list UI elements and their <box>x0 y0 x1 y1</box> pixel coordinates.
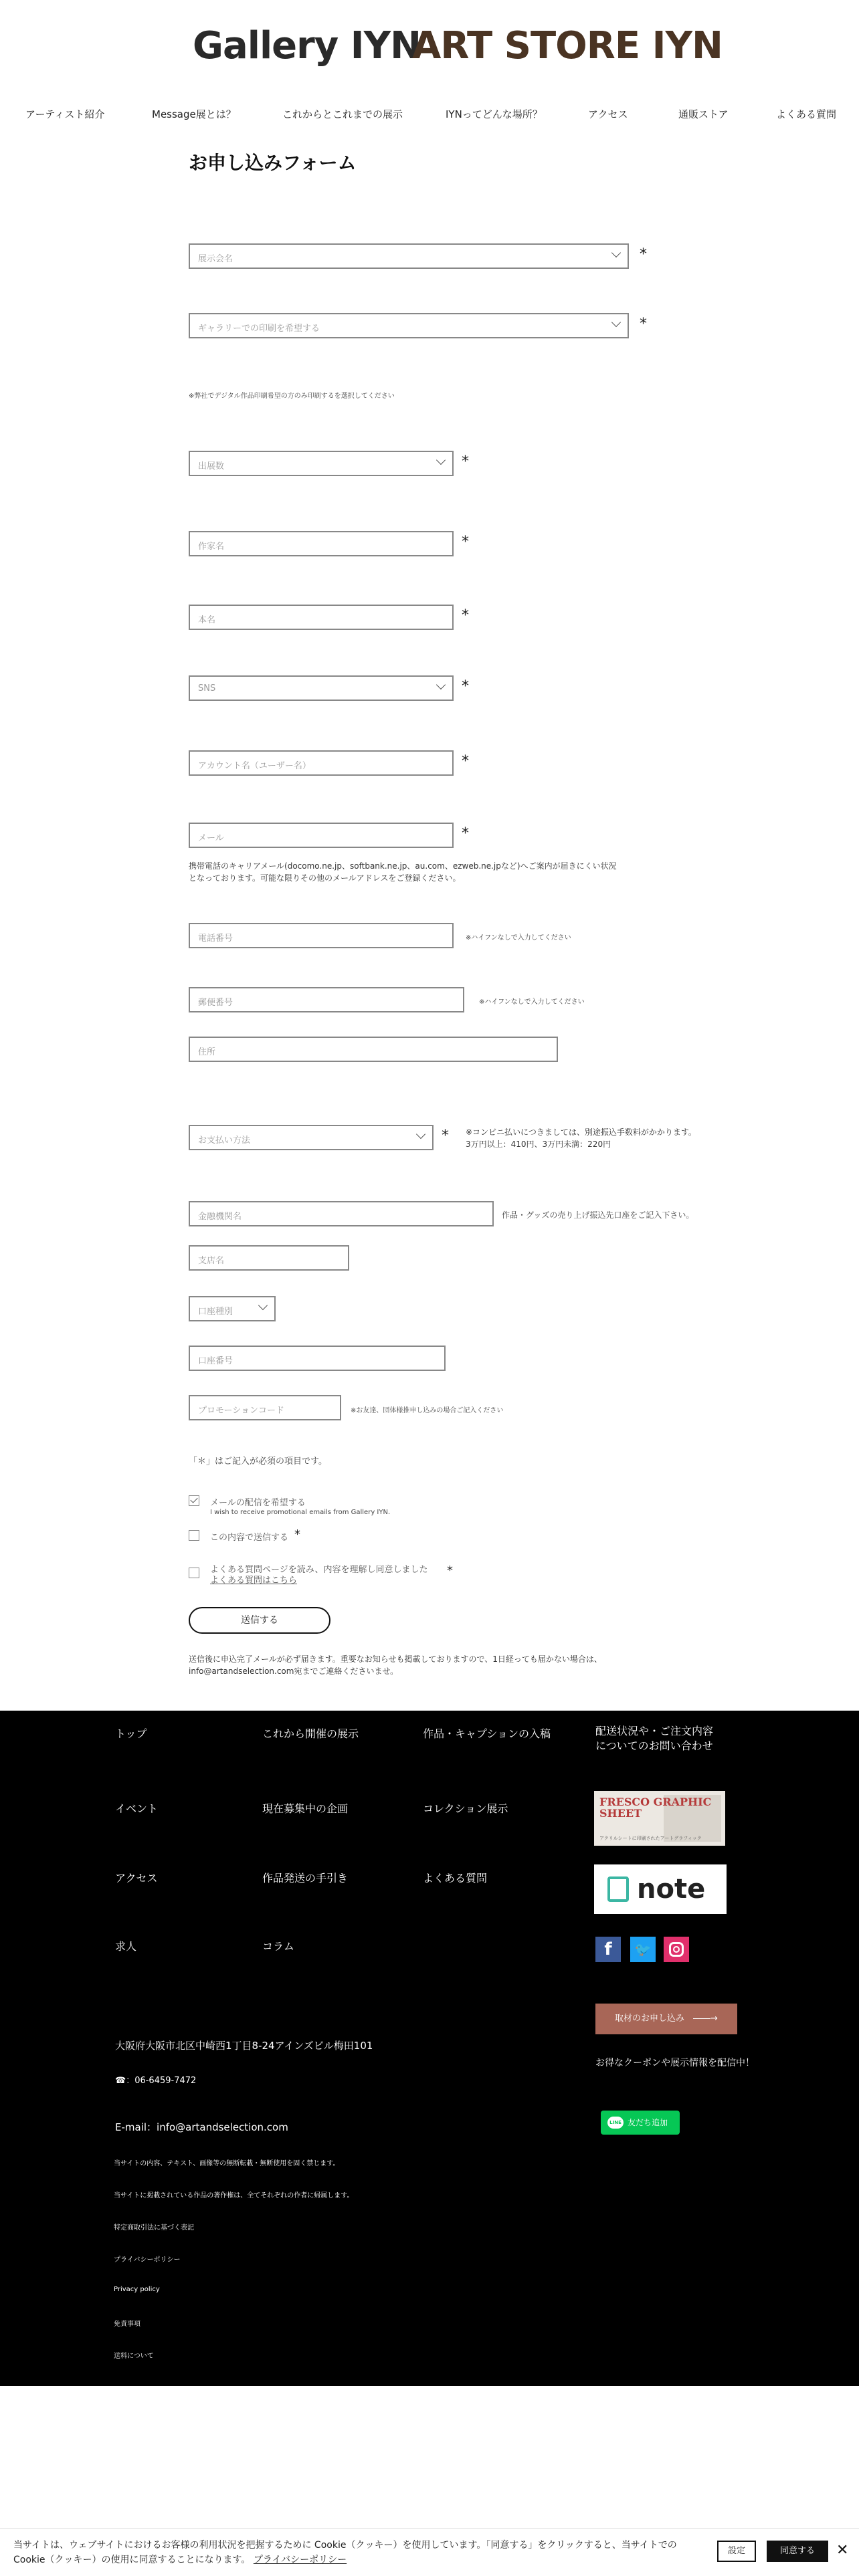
email-input[interactable] <box>189 823 454 848</box>
required-mark: * <box>462 825 469 842</box>
faq-agree-checkbox[interactable] <box>189 1568 199 1578</box>
footer-link-top[interactable]: トップ <box>115 1727 147 1740</box>
exhibition-select-placeholder: 展示会名 <box>198 254 233 264</box>
required-mark: * <box>442 1128 449 1144</box>
artist-name-placeholder: 作家名 <box>198 542 225 552</box>
bank-name-placeholder: 金融機関名 <box>198 1212 242 1222</box>
zip-input[interactable] <box>189 987 464 1012</box>
nav-store[interactable]: 通販ストア <box>678 108 729 120</box>
cookie-text: 当サイトは、ウェブサイトにおけるお客様の利用状況を把握するために Cookie（クッキー）を使用しています。「同意する」をクリックすると、当サイトでの Cookie（クッキー）の使用に同意することになります。 <box>13 2540 677 2565</box>
copyright-note-1: 当サイトの内容、テキスト、画像等の無断転載・無断使用を固く禁じます。 <box>114 2160 340 2167</box>
chevron-down-icon <box>611 248 621 257</box>
gallery-print-placeholder: ギャラリーでの印刷を希望する <box>198 324 320 334</box>
legal-link-privacy-ja[interactable]: プライバシーポリシー <box>114 2256 181 2264</box>
real-name-placeholder: 本名 <box>198 615 216 625</box>
required-note: 「＊」はご記入が必須の項目です。 <box>189 1457 327 1467</box>
footer-phone: ☎：06-6459-7472 <box>115 2076 197 2086</box>
cookie-banner <box>0 2528 859 2576</box>
instagram-icon[interactable] <box>664 1937 689 1962</box>
promo-code-placeholder: プロモーションコード <box>198 1406 284 1416</box>
nav-faq[interactable]: よくある質問 <box>776 108 837 120</box>
chevron-down-icon <box>416 1130 425 1139</box>
banner-title: FRESCO GRAPHIC SHEET <box>599 1796 712 1820</box>
gallery-print-select[interactable] <box>189 313 629 338</box>
required-mark: * <box>462 534 469 550</box>
account-number-input[interactable] <box>189 1346 446 1371</box>
payment-note: ※コンビニ払いにつきましては、別途振込手数料がかかります。3万円以上：410円、3万円未満：220円 <box>466 1128 696 1149</box>
chevron-down-icon <box>436 455 446 465</box>
close-icon[interactable]: ✕ <box>836 2542 849 2559</box>
newsletter-checkbox[interactable] <box>189 1495 199 1506</box>
exhibition-select[interactable] <box>189 243 629 269</box>
footer-link-access[interactable]: アクセス <box>115 1872 158 1885</box>
line-icon: LINE <box>607 2117 624 2129</box>
nav-message[interactable]: Message展とは？ <box>152 108 236 120</box>
newsletter-sub: I wish to receive promotional emails from Gallery IYN. <box>210 1509 391 1516</box>
twitter-icon[interactable]: 🐦 <box>630 1937 656 1962</box>
required-mark: * <box>462 607 469 624</box>
promo-code-input[interactable] <box>189 1395 341 1420</box>
copyright-note-2: 当サイトに掲載されている作品の著作権は、全てそれぞれの作者に帰属します。 <box>114 2192 354 2199</box>
footer-link-column[interactable]: コラム <box>262 1940 294 1953</box>
footer-link-faq[interactable]: よくある質問 <box>423 1872 488 1885</box>
artist-name-input[interactable] <box>189 531 454 556</box>
chevron-down-icon <box>258 1301 268 1310</box>
sns-select-placeholder: SNS <box>198 683 216 693</box>
privacy-policy-link[interactable]: プライバシーポリシー <box>253 2555 347 2565</box>
phone-placeholder: 電話番号 <box>198 934 233 944</box>
cookie-settings-button[interactable]: 設定 <box>717 2541 756 2562</box>
real-name-input[interactable] <box>189 605 454 630</box>
cookie-text-block <box>13 2538 696 2567</box>
account-type-select[interactable] <box>189 1296 276 1321</box>
legal-link-tokushoho[interactable]: 特定商取引法に基づく表記 <box>114 2224 194 2232</box>
nav-access[interactable]: アクセス <box>588 108 628 120</box>
account-type-placeholder: 口座種別 <box>198 1307 233 1317</box>
required-mark: * <box>447 1564 453 1578</box>
footer-link-shipping-guide[interactable]: 作品発送の手引き <box>262 1872 349 1885</box>
newsletter-label: メールの配信を希望する <box>210 1498 306 1508</box>
promo-note: ※お友達、団体様推申し込みの場合ご記入ください <box>351 1407 504 1414</box>
zip-placeholder: 郵便番号 <box>198 998 233 1008</box>
fresco-graphic-banner[interactable] <box>594 1791 725 1846</box>
footer-address: 大阪府大阪市北区中崎西1丁目8-24アインズビル梅田101 <box>115 2040 373 2052</box>
note-logo-text: note <box>637 1874 706 1905</box>
chevron-down-icon <box>611 318 621 327</box>
zip-note: ※ハイフンなしで入力してください <box>479 998 585 1006</box>
payment-select-placeholder: お支払い方法 <box>198 1136 251 1146</box>
required-mark: * <box>462 678 469 695</box>
footer-link-recruiting[interactable]: 現在募集中の企画 <box>262 1802 349 1815</box>
branch-name-input[interactable] <box>189 1245 349 1271</box>
email-note: 携帯電話のキャリアメール(docomo.ne.jp、softbank.ne.jp、au.com、ezweb.ne.jpなど)へご案内が届きにくい状況となっております。可能な限りその他のメールアドレスをご登録ください。 <box>189 861 617 883</box>
send-content-label: この内容で送信する <box>210 1533 289 1543</box>
chevron-down-icon <box>436 680 446 689</box>
legal-link-privacy-en[interactable]: Privacy policy <box>114 2286 160 2293</box>
interview-apply-button[interactable]: 取材のお申し込み ――→ <box>595 2004 737 2034</box>
required-mark: * <box>462 453 469 470</box>
legal-link-disclaimer[interactable]: 免責事項 <box>114 2321 140 2328</box>
phone-input[interactable] <box>189 923 454 948</box>
sns-select[interactable] <box>189 675 454 701</box>
page-title: お申し込みフォーム <box>189 152 357 174</box>
footer-link-collection[interactable]: コレクション展示 <box>423 1802 508 1815</box>
cookie-agree-button[interactable]: 同意する <box>767 2541 828 2562</box>
count-select-placeholder: 出展数 <box>198 461 225 471</box>
main-nav <box>0 102 859 126</box>
required-mark: * <box>640 316 647 332</box>
nav-exhibitions[interactable]: これからとこれまでの展示 <box>282 108 403 120</box>
email-placeholder: メール <box>198 833 224 843</box>
gallery-iyn-logo[interactable]: Gallery IYN <box>193 24 421 68</box>
account-name-placeholder: アカウント名（ユーザー名） <box>198 761 311 771</box>
line-add-friend-button[interactable] <box>601 2111 680 2135</box>
required-mark: * <box>294 1527 300 1541</box>
payment-select[interactable] <box>189 1125 434 1150</box>
bank-name-input[interactable] <box>189 1201 494 1226</box>
required-mark: * <box>640 246 647 263</box>
contact-title-line-2[interactable]: についてのお問い合わせ <box>595 1739 713 1752</box>
account-number-placeholder: 口座番号 <box>198 1356 233 1366</box>
footer-link-upcoming[interactable]: これから開催の展示 <box>262 1727 359 1740</box>
nav-artists[interactable]: アーティスト紹介 <box>25 108 105 120</box>
phone-note: ※ハイフンなしで入力してください <box>466 934 571 942</box>
count-select[interactable] <box>189 451 454 476</box>
send-content-checkbox[interactable] <box>189 1530 199 1541</box>
footer-link-event[interactable]: イベント <box>115 1802 159 1815</box>
address-input[interactable] <box>189 1037 558 1062</box>
footer-link-submission[interactable]: 作品・キャプションの入稿 <box>423 1727 551 1740</box>
banner-caption: アクリルシートに印刷されたアートグラフィック <box>599 1836 702 1841</box>
submit-button[interactable]: 送信する <box>189 1607 330 1634</box>
gallery-print-note: ※弊社でデジタル作品印刷希望の方のみ印刷するを選択してください <box>189 393 395 400</box>
footer-email[interactable]: E-mail：info@artandselection.com <box>115 2121 288 2133</box>
art-store-iyn-logo[interactable]: ART STORE IYN <box>412 24 723 68</box>
footer-link-jobs[interactable]: 求人 <box>115 1940 137 1953</box>
contact-title-line-1[interactable]: 配送状況や・ご注文内容 <box>595 1725 714 1737</box>
facebook-icon[interactable]: f <box>595 1937 621 1962</box>
note-icon <box>607 1876 629 1902</box>
coupon-text: お得なクーポンや展示情報を配信中！ <box>595 2058 755 2068</box>
required-mark: * <box>462 753 469 770</box>
after-submit-note: 送信後に申込完了メールが必ず届きます。重要なお知らせも掲載しておりますので、1日経っても届かない場合は、info@artandselection.com宛までご連絡くださいませ。 <box>189 1654 602 1676</box>
faq-agree-label: よくある質問ページを読み、内容を理解し同意しました <box>210 1565 428 1575</box>
faq-link[interactable]: よくある質問はこちら <box>210 1576 298 1586</box>
nav-about[interactable]: IYNってどんな場所？ <box>446 108 543 120</box>
branch-name-placeholder: 支店名 <box>198 1256 225 1266</box>
bank-note: 作品・グッズの売り上げ振込先口座をご記入下さい。 <box>502 1210 694 1220</box>
line-add-friend-label: 友だち追加 <box>628 2118 668 2127</box>
account-name-input[interactable] <box>189 750 454 776</box>
legal-link-shipping[interactable]: 送料について <box>114 2353 154 2360</box>
note-banner[interactable] <box>594 1864 727 1914</box>
address-placeholder: 住所 <box>198 1047 216 1057</box>
